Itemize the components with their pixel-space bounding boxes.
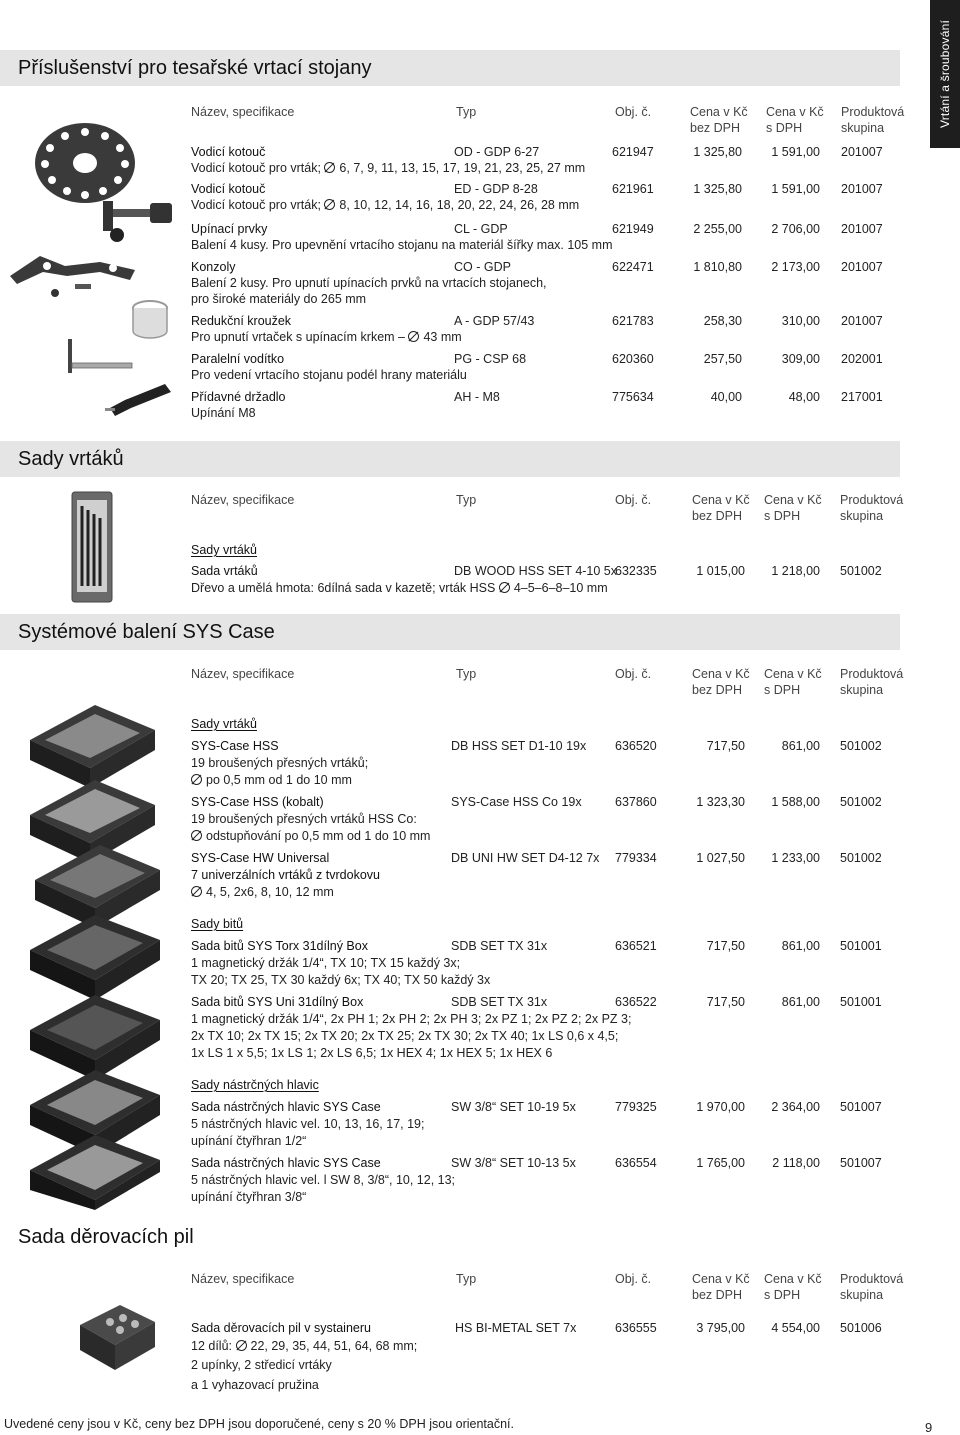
product-group: 201007 — [841, 260, 883, 274]
price-gross: 1 233,00 — [771, 851, 820, 865]
col-header-order: Obj. č. — [615, 667, 652, 681]
page-number: 9 — [925, 1420, 933, 1435]
col-header-group-sub: skupina — [840, 1288, 884, 1302]
product-group: 501002 — [840, 739, 882, 753]
order-number: 620360 — [612, 352, 654, 366]
product-group: 501002 — [840, 564, 882, 578]
product-name: Sada děrovacích pil v systaineru — [191, 1321, 371, 1335]
product-desc: Balení 4 kusy. Pro upevnění vrtacího stojanu na materiál šířky max. 105 mm — [191, 238, 613, 252]
section-title-hole-saws: Sada děrovacích pil — [18, 1226, 194, 1248]
order-number: 636555 — [615, 1321, 657, 1335]
product-type: DB HSS SET D1-10 19x — [451, 739, 587, 753]
product-group: 201007 — [841, 182, 883, 196]
col-header-order: Obj. č. — [615, 1272, 652, 1286]
col-header-price-net-sub: bez DPH — [692, 509, 743, 523]
price-gross: 2 706,00 — [771, 222, 820, 236]
col-header-type: Typ — [456, 105, 477, 119]
price-net: 717,50 — [706, 939, 745, 953]
product-desc: 2x TX 10; 2x TX 15; 2x TX 20; 2x TX 25; 2x TX 30; 2x TX 40; 1x LS 0,6 x 4,5; — [191, 1029, 619, 1043]
product-group: 501001 — [840, 995, 882, 1009]
price-net: 1 027,50 — [696, 851, 745, 865]
order-number: 779325 — [615, 1100, 657, 1114]
product-desc: upínání čtyřhran 3/8“ — [191, 1190, 307, 1204]
group-heading: Sady nástrčných hlavic — [191, 1078, 319, 1092]
order-number: 779334 — [615, 851, 657, 865]
product-group: 201007 — [841, 145, 883, 159]
product-name: Konzoly — [191, 260, 236, 274]
col-header-price-net: Cena v Kč — [692, 493, 750, 507]
product-desc: 1 magnetický držák 1/4“, TX 10; TX 15 každý 3x; — [191, 956, 461, 970]
col-header-group: Produktová — [840, 493, 904, 507]
desc-text: 12 dílů: — [191, 1339, 233, 1353]
bracket-image — [5, 248, 145, 298]
col-header-price-net: Cena v Kč — [692, 1272, 750, 1286]
product-group: 501007 — [840, 1100, 882, 1114]
col-header-price-gross-sub: s DPH — [764, 1288, 801, 1302]
price-gross: 310,00 — [781, 314, 820, 328]
price-net: 1 810,80 — [693, 260, 742, 274]
price-gross: 1 591,00 — [771, 182, 820, 196]
order-number: 632335 — [615, 564, 657, 578]
product-name: SYS-Case HSS — [191, 739, 279, 753]
col-header-price-gross: Cena v Kč — [764, 1272, 822, 1286]
order-number: 621949 — [612, 222, 654, 236]
col-header-price-net: Cena v Kč — [692, 667, 750, 681]
col-header-name: Název, specifikace — [191, 105, 295, 119]
product-desc — [191, 197, 579, 213]
product-desc — [191, 1338, 417, 1354]
product-name: SYS-Case HW Universal — [191, 851, 330, 865]
product-type: A - GDP 57/43 — [454, 314, 535, 328]
product-name: Redukční kroužek — [191, 314, 292, 328]
diameter-icon — [324, 199, 335, 210]
price-net: 1 325,80 — [693, 182, 742, 196]
product-name: Sada vrtáků — [191, 564, 258, 578]
desc-text: 4–5–6–8–10 mm — [513, 581, 608, 595]
col-header-type: Typ — [456, 1272, 477, 1286]
product-desc — [191, 329, 462, 345]
desc-text: Pro upnutí vrtaček s upínacím krkem – — [191, 330, 405, 344]
price-gross: 861,00 — [781, 995, 820, 1009]
col-header-group: Produktová — [840, 667, 904, 681]
product-desc: 19 broušených přesných vrtáků HSS Co: — [191, 812, 417, 826]
diameter-icon — [191, 830, 202, 841]
section-title-sys-case: Systémové balení SYS Case — [18, 621, 275, 643]
group-heading: Sady vrtáků — [191, 543, 258, 557]
diameter-icon — [191, 774, 202, 785]
col-header-price-gross: Cena v Kč — [764, 493, 822, 507]
price-net: 1 015,00 — [696, 564, 745, 578]
product-desc: 1 magnetický držák 1/4“, 2x PH 1; 2x PH 2; 2x PH 3; 2x PZ 1; 2x PZ 2; 2x PZ 3; — [191, 1012, 632, 1026]
product-type: DB UNI HW SET D4-12 7x — [451, 851, 600, 865]
product-group: 501007 — [840, 1156, 882, 1170]
col-header-price-gross-sub: s DPH — [766, 121, 803, 135]
product-desc: Pro vedení vrtacího stojanu podél hrany materiálu — [191, 368, 467, 382]
section-title-accessories: Příslušenství pro tesařské vrtací stojany — [18, 57, 372, 79]
parallel-guide-image — [60, 333, 140, 378]
col-header-group: Produktová — [841, 105, 905, 119]
product-desc: 2 upínky, 2 středicí vrtáky — [191, 1358, 332, 1372]
col-header-price-gross-sub: s DPH — [764, 683, 801, 697]
side-tab-label: Vrtání a šroubování — [938, 19, 952, 129]
product-group: 201007 — [841, 314, 883, 328]
product-desc — [191, 160, 585, 176]
product-desc: 7 univerzálních vrtáků z tvrdokovu — [191, 868, 380, 882]
footer-note: Uvedené ceny jsou v Kč, ceny bez DPH jsou doporučené, ceny s 20 % DPH jsou orientační. — [4, 1417, 514, 1431]
product-type: SDB SET TX 31x — [451, 939, 548, 953]
price-net: 2 255,00 — [693, 222, 742, 236]
handle-image — [105, 378, 175, 418]
price-net: 717,50 — [706, 995, 745, 1009]
product-group: 501001 — [840, 939, 882, 953]
order-number: 636522 — [615, 995, 657, 1009]
desc-text: 8, 10, 12, 14, 16, 18, 20, 22, 24, 26, 28 mm — [339, 198, 580, 212]
price-net: 1 970,00 — [696, 1100, 745, 1114]
product-type: ED - GDP 8-28 — [454, 182, 538, 196]
order-number: 621783 — [612, 314, 654, 328]
col-header-type: Typ — [456, 667, 477, 681]
price-gross: 861,00 — [781, 739, 820, 753]
product-type: OD - GDP 6-27 — [454, 145, 540, 159]
price-gross: 1 218,00 — [771, 564, 820, 578]
desc-text: odstupňování po 0,5 mm od 1 do 10 mm — [206, 829, 431, 843]
order-number: 775634 — [612, 390, 654, 404]
product-name: Paralelní vodítko — [191, 352, 285, 366]
diameter-icon — [191, 886, 202, 897]
col-header-order: Obj. č. — [615, 105, 652, 119]
col-header-price-gross: Cena v Kč — [766, 105, 824, 119]
price-gross: 861,00 — [781, 939, 820, 953]
product-group: 501002 — [840, 851, 882, 865]
product-type: CO - GDP — [454, 260, 511, 274]
price-net: 3 795,00 — [696, 1321, 745, 1335]
product-type: HS BI-METAL SET 7x — [455, 1321, 577, 1335]
product-desc: upínání čtyřhran 1/2“ — [191, 1134, 307, 1148]
order-number: 621961 — [612, 182, 654, 196]
desc-text: Vodicí kotouč pro vrták; — [191, 198, 321, 212]
product-name: Sada bitů SYS Torx 31dílný Box — [191, 939, 368, 953]
col-header-name: Název, specifikace — [191, 667, 295, 681]
side-tab — [930, 0, 960, 148]
product-group: 501006 — [840, 1321, 882, 1335]
product-name: SYS-Case HSS (kobalt) — [191, 795, 324, 809]
product-group: 217001 — [841, 390, 883, 404]
sys-case-drill-image — [30, 705, 155, 788]
product-desc — [191, 884, 334, 900]
col-header-price-net: Cena v Kč — [690, 105, 748, 119]
col-header-price-net-sub: bez DPH — [692, 1288, 743, 1302]
price-net: 1 325,80 — [693, 145, 742, 159]
product-desc: 19 broušených přesných vrtáků; — [191, 756, 369, 770]
col-header-group-sub: skupina — [840, 509, 884, 523]
product-desc — [191, 580, 608, 596]
product-type: SW 3/8“ SET 10-13 5x — [451, 1156, 576, 1170]
col-header-price-net-sub: bez DPH — [690, 121, 741, 135]
section-band-drill-sets — [0, 441, 900, 477]
clamp-image — [95, 195, 180, 245]
section-title-drill-sets: Sady vrtáků — [18, 448, 124, 470]
price-gross: 2 173,00 — [771, 260, 820, 274]
order-number: 637860 — [615, 795, 657, 809]
product-desc: Balení 2 kusy. Pro upnutí upínacích prvků na vrtacích stojanech, — [191, 276, 547, 290]
product-type: DB WOOD HSS SET 4-10 5x — [454, 564, 618, 578]
product-name: Vodicí kotouč — [191, 182, 266, 196]
product-desc: TX 20; TX 25, TX 30 každý 6x; TX 40; TX 50 každý 3x — [191, 973, 491, 987]
price-gross: 1 588,00 — [771, 795, 820, 809]
desc-text: 43 mm — [423, 330, 462, 344]
product-type: SW 3/8“ SET 10-19 5x — [451, 1100, 576, 1114]
col-header-price-gross: Cena v Kč — [764, 667, 822, 681]
diameter-icon — [408, 331, 419, 342]
price-net: 40,00 — [710, 390, 742, 404]
product-type: SYS-Case HSS Co 19x — [451, 795, 582, 809]
col-header-group: Produktová — [840, 1272, 904, 1286]
order-number: 622471 — [612, 260, 654, 274]
group-heading: Sady vrtáků — [191, 717, 258, 731]
col-header-order: Obj. č. — [615, 493, 652, 507]
product-desc — [191, 772, 352, 788]
price-net: 717,50 — [706, 739, 745, 753]
product-type: PG - CSP 68 — [454, 352, 527, 366]
sys-case-images — [25, 700, 170, 1210]
product-group: 501002 — [840, 795, 882, 809]
hole-saw-case-image — [75, 1300, 160, 1375]
col-header-name: Název, specifikace — [191, 493, 295, 507]
product-name: Vodicí kotouč — [191, 145, 266, 159]
product-desc — [191, 828, 430, 844]
desc-text: Vodicí kotouč pro vrták; — [191, 161, 321, 175]
product-type: CL - GDP — [454, 222, 508, 236]
col-header-price-net-sub: bez DPH — [692, 683, 743, 697]
desc-text: 22, 29, 35, 44, 51, 64, 68 mm; — [250, 1339, 418, 1353]
order-number: 621947 — [612, 145, 654, 159]
col-header-group-sub: skupina — [841, 121, 885, 135]
diameter-icon — [499, 582, 510, 593]
col-header-name: Název, specifikace — [191, 1272, 295, 1286]
desc-text: Dřevo a umělá hmota: 6dílná sada v kazetě; vrták HSS — [191, 581, 496, 595]
product-desc: 5 nástrčných hlavic vel. 10, 13, 16, 17, 19; — [191, 1117, 425, 1131]
col-header-group-sub: skupina — [840, 683, 884, 697]
price-gross: 1 591,00 — [771, 145, 820, 159]
price-net: 1 323,30 — [696, 795, 745, 809]
product-name: Sada bitů SYS Uni 31dílný Box — [191, 995, 364, 1009]
desc-text: 4, 5, 2x6, 8, 10, 12 mm — [206, 885, 334, 899]
product-name: Sada nástrčných hlavic SYS Case — [191, 1156, 381, 1170]
price-gross: 48,00 — [788, 390, 820, 404]
order-number: 636520 — [615, 739, 657, 753]
price-gross: 309,00 — [781, 352, 820, 366]
price-net: 258,30 — [703, 314, 742, 328]
product-desc: 1x LS 1 x 5,5; 1x LS 1; 2x LS 6,5; 1x HEX 4; 1x HEX 5; 1x HEX 6 — [191, 1046, 553, 1060]
col-header-price-gross-sub: s DPH — [764, 509, 801, 523]
product-name: Přídavné držadlo — [191, 390, 286, 404]
product-group: 201007 — [841, 222, 883, 236]
price-net: 1 765,00 — [696, 1156, 745, 1170]
product-type: SDB SET TX 31x — [451, 995, 548, 1009]
diameter-icon — [236, 1340, 247, 1351]
product-desc: 5 nástrčných hlavic vel. l SW 8, 3/8“, 10, 12, 13; — [191, 1173, 456, 1187]
group-heading: Sady bitů — [191, 917, 244, 931]
product-desc: pro široké materiály do 265 mm — [191, 292, 367, 306]
product-desc: a 1 vyhazovací pružina — [191, 1378, 319, 1392]
product-name: Sada nástrčných hlavic SYS Case — [191, 1100, 381, 1114]
price-net: 257,50 — [703, 352, 742, 366]
order-number: 636554 — [615, 1156, 657, 1170]
order-number: 636521 — [615, 939, 657, 953]
price-gross: 2 118,00 — [772, 1156, 820, 1170]
desc-text: po 0,5 mm od 1 do 10 mm — [206, 773, 352, 787]
drill-set-case-image — [68, 490, 116, 605]
col-header-type: Typ — [456, 493, 477, 507]
product-group: 202001 — [841, 352, 883, 366]
price-gross: 2 364,00 — [771, 1100, 820, 1114]
price-gross: 4 554,00 — [771, 1321, 820, 1335]
product-type: AH - M8 — [454, 390, 500, 404]
diameter-icon — [324, 162, 335, 173]
desc-text: 6, 7, 9, 11, 13, 15, 17, 19, 21, 23, 25, 27 mm — [339, 161, 586, 175]
product-desc: Upínání M8 — [191, 406, 256, 420]
product-name: Upínací prvky — [191, 222, 268, 236]
